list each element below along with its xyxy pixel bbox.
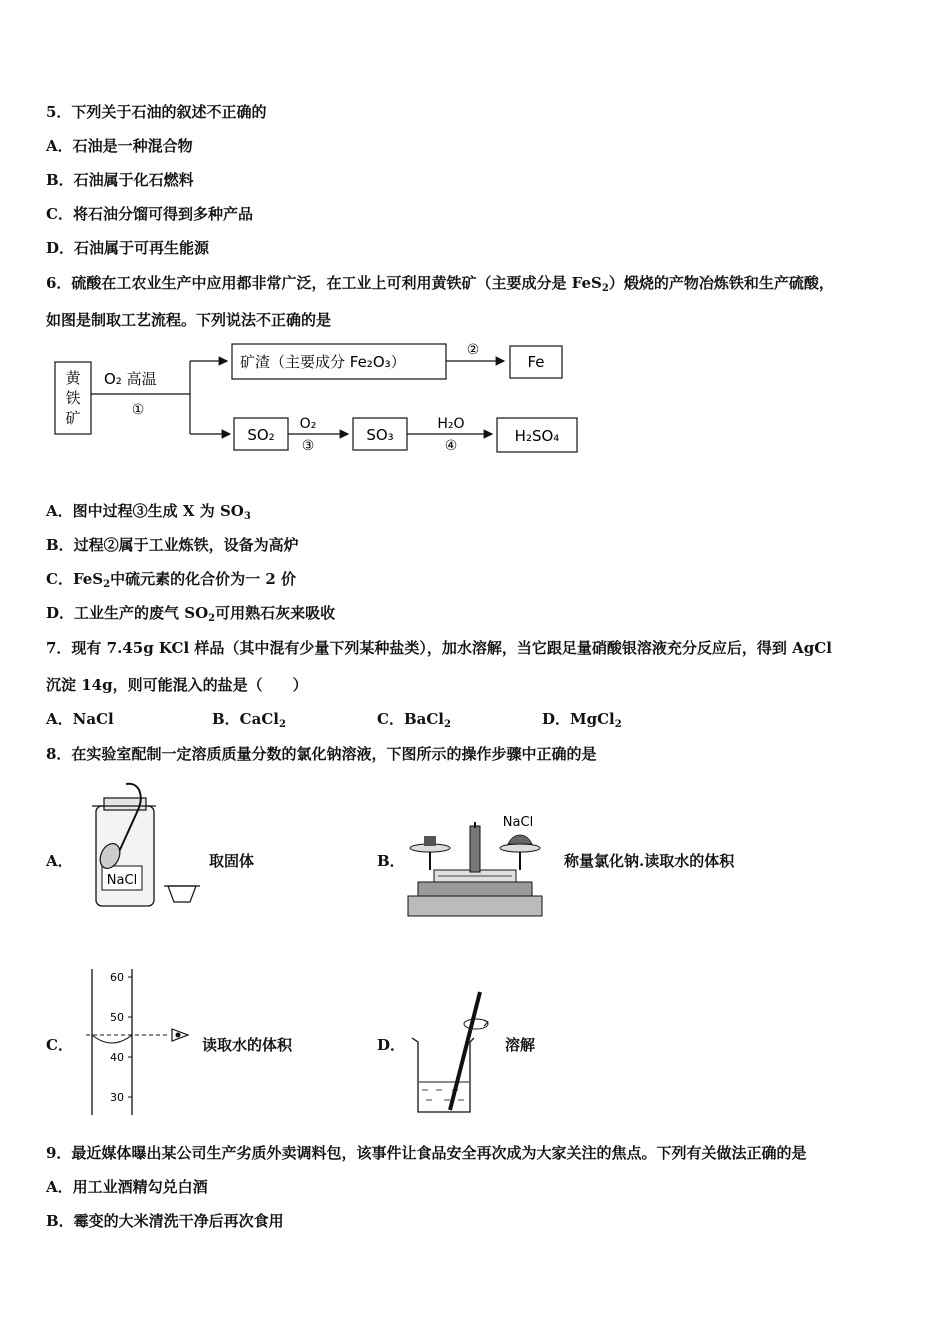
step2-label: ② <box>466 342 480 358</box>
q5-option-c: C．将石油分馏可得到多种产品 <box>46 205 253 223</box>
cond1-label: O₂ 高温 <box>104 370 157 388</box>
q8-option-a-letter: A． <box>46 852 73 870</box>
q9-stem: 9．最近媒体曝出某公司生产劣质外卖调料包，该事件让食品安全再次成为大家关注的焦点。下列有关做法正确的是 <box>46 1144 807 1162</box>
q8-option-d-letter: D． <box>377 1036 406 1054</box>
h2so4-label: H₂SO₄ <box>514 427 560 445</box>
q5-stem: 5．下列关于石油的叙述不正确的 <box>46 103 267 121</box>
q8-option-c-letter: C． <box>46 1036 73 1054</box>
pyrite-char-3: 矿 <box>65 409 81 427</box>
q5-option-b: B．石油属于化石燃料 <box>46 171 194 189</box>
q7-option-c: C．BaCl$_2$ <box>377 710 451 730</box>
q8-stem: 8．在实验室配制一定溶质质量分数的氯化钠溶液，下图所示的操作步骤中正确的是 <box>46 745 597 763</box>
cyl-tick-30: 30 <box>110 1091 124 1104</box>
cyl-tick-60: 60 <box>110 971 124 984</box>
q7-stem-line1: 7．现有 7.45g KCl 样品（其中混有少量下列某种盐类），加水溶解，当它跟足量硝酸银溶液充分反应后，得到 AgCl <box>46 639 832 657</box>
q7-option-b: B．CaCl$_2$ <box>212 710 286 730</box>
q6-option-a: A．图中过程③生成 X 为 $SO_3$ <box>46 502 251 522</box>
so2-label: SO₂ <box>247 426 275 444</box>
q6-process-diagram <box>40 336 600 466</box>
q6-option-c: C．FeS$_2$中硫元素的化合价为一 2 价 <box>46 570 297 590</box>
q5-option-d: D．石油属于可再生能源 <box>46 239 210 257</box>
pyrite-char-2: 铁 <box>65 389 81 407</box>
cylinder-illustration <box>84 965 200 1120</box>
so3-label: SO₃ <box>366 426 394 444</box>
q6-option-b: B．过程②属于工业炼铁，设备为高炉 <box>46 536 299 554</box>
beaker-illustration <box>404 986 504 1118</box>
q8-option-d-text: 溶解 <box>505 1036 536 1054</box>
q8-option-b-letter: B． <box>377 852 405 870</box>
balance-nacl-label: NaCl <box>502 815 534 830</box>
q9-option-a: A．用工业酒精勾兑白酒 <box>46 1178 208 1196</box>
cyl-tick-50: 50 <box>110 1011 124 1024</box>
slag-label: 矿渣（主要成分 Fe₂O₃） <box>240 353 406 371</box>
q8-option-b-text: 称量氯化钠.读取水的体积 <box>564 852 735 870</box>
step3-label: ③ <box>301 438 315 454</box>
balance-illustration <box>404 808 546 920</box>
q7-option-d: D．MgCl$_2$ <box>542 710 622 730</box>
q6-option-d: D．工业生产的废气 $SO_2$可用熟石灰来吸收 <box>46 604 336 624</box>
q5-option-a: A．石油是一种混合物 <box>46 137 193 155</box>
cyl-tick-40: 40 <box>110 1051 124 1064</box>
q9-option-b: B．霉变的大米清洗干净后再次食用 <box>46 1212 284 1230</box>
fe-label: Fe <box>527 353 545 371</box>
q8-option-a-text: 取固体 <box>209 852 255 870</box>
q8-option-c-text: 读取水的体积 <box>202 1036 293 1054</box>
q6-stem-line1: 6．硫酸在工农业生产中应用都非常广泛，在工业上可利用黄铁矿（主要成分是 FeS$_2$）煅烧的产物冶炼铁和生产硫酸， <box>46 274 834 294</box>
step1-label: ① <box>131 402 145 418</box>
q6-stem-line2: 如图是制取工艺流程。下列说法不正确的是 <box>46 311 332 329</box>
bottle-nacl-label: NaCl <box>106 873 138 888</box>
pyrite-char-1: 黄 <box>65 369 81 387</box>
h2o-label: H₂O <box>437 416 465 432</box>
reagent-bottle-illustration <box>84 776 204 914</box>
o2-label: O₂ <box>299 416 317 432</box>
q7-option-a: A．NaCl <box>46 710 114 728</box>
step4-label: ④ <box>444 438 458 454</box>
q7-stem-line2: 沉淀 14g，则可能混入的盐是（ ） <box>46 676 308 694</box>
